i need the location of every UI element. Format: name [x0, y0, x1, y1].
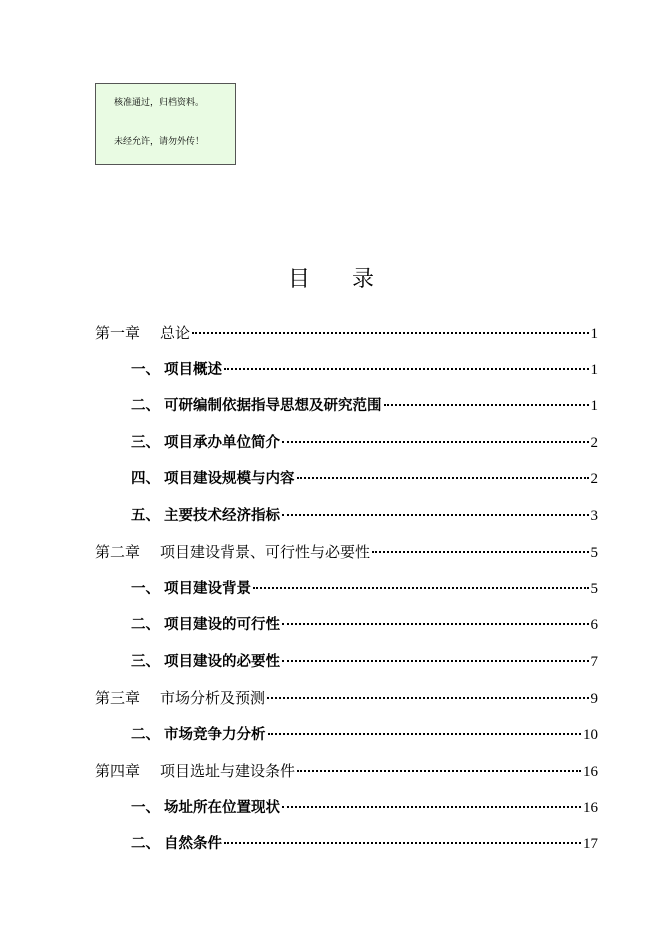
toc-entry-number: 二、 [131, 398, 160, 414]
toc-entry-page: 1 [590, 361, 598, 378]
toc-entry-title: 项目概述 [164, 361, 222, 378]
toc-entry-number: 三、 [131, 434, 160, 451]
toc-entry-page: 5 [590, 545, 598, 561]
toc-entry-number: 一、 [131, 580, 160, 597]
toc-entry-title: 项目建设的可行性 [164, 617, 280, 633]
toc-entry-page: 2 [590, 434, 598, 451]
dot-leader [282, 660, 589, 662]
dot-leader [192, 332, 588, 334]
toc-entry-title: 市场竞争力分析 [164, 726, 266, 743]
dot-leader [268, 733, 582, 735]
toc-entry-number: 第二章 [95, 543, 141, 561]
toc-entry-chapter-3[interactable] [95, 683, 598, 720]
toc-entry-page: 10 [583, 726, 598, 743]
toc-entry-chapter-1[interactable] [95, 318, 598, 355]
dot-leader [384, 404, 589, 406]
toc-entry-page: 7 [590, 653, 598, 670]
dot-leader [224, 368, 589, 370]
toc-entry-title: 场址所在位置现状 [164, 799, 280, 816]
toc-entry-number: 三、 [131, 653, 160, 670]
toc-entry-title: 可研编制依据指导思想及研究范围 [164, 398, 382, 414]
toc-entry-number: 四、 [131, 471, 160, 487]
toc-entry-number: 五、 [131, 507, 160, 524]
toc-entry-page: 6 [590, 617, 598, 633]
dot-leader [282, 441, 589, 443]
dot-leader [267, 697, 588, 699]
toc-entry-chapter-2[interactable] [95, 537, 598, 574]
dot-leader [297, 770, 581, 772]
toc-entry-number: 一、 [131, 361, 160, 378]
toc-entry-title: 项目承办单位简介 [164, 434, 280, 451]
toc-entry-section[interactable] [95, 428, 598, 465]
toc-entry-page: 17 [583, 836, 598, 852]
toc-entry-number: 二、 [131, 726, 160, 743]
toc-entry-number: 第一章 [95, 324, 141, 342]
toc-entry-section[interactable] [95, 391, 598, 428]
toc-heading-right: 录 [352, 267, 375, 292]
dot-leader [224, 842, 581, 844]
toc-entry-title: 自然条件 [164, 836, 222, 852]
toc-entry-title: 项目建设的必要性 [164, 653, 280, 670]
dot-leader [282, 623, 589, 625]
notice-line-2: 未经允许，请勿外传！ [114, 137, 205, 147]
dot-leader [372, 551, 588, 553]
toc-entry-page: 16 [583, 764, 598, 780]
toc-heading-left: 目 [287, 267, 310, 292]
toc-entry-title: 项目建设背景、可行性与必要性 [160, 543, 371, 561]
dot-leader [282, 514, 589, 516]
toc-entry-page: 1 [590, 326, 598, 342]
toc-entry-title: 总论 [160, 324, 191, 342]
toc-entry-number: 二、 [131, 836, 160, 852]
toc-entry-page: 2 [590, 471, 598, 487]
toc-entry-chapter-4[interactable] [95, 756, 598, 793]
toc-entry-section[interactable] [95, 793, 598, 830]
toc-entry-page: 9 [590, 691, 598, 707]
toc-entry-section[interactable] [95, 501, 598, 538]
dot-leader [253, 587, 589, 589]
toc-entry-section[interactable] [95, 464, 598, 501]
toc-entry-page: 16 [583, 799, 598, 816]
toc-entry-page: 3 [590, 507, 598, 524]
table-of-contents [95, 318, 598, 866]
toc-entry-title: 市场分析及预测 [160, 689, 266, 707]
toc-entry-title: 项目建设背景 [164, 580, 251, 597]
toc-entry-number: 第三章 [95, 689, 141, 707]
toc-entry-section[interactable] [95, 610, 598, 647]
toc-entry-title: 主要技术经济指标 [164, 507, 280, 524]
dot-leader [282, 806, 581, 808]
toc-entry-number: 一、 [131, 799, 160, 816]
toc-entry-section[interactable] [95, 829, 598, 866]
toc-entry-section[interactable] [95, 355, 598, 392]
toc-entry-section[interactable] [95, 574, 598, 611]
toc-entry-section[interactable] [95, 720, 598, 757]
toc-entry-number: 二、 [131, 617, 160, 633]
toc-entry-number: 第四章 [95, 762, 141, 780]
toc-entry-page: 1 [590, 398, 598, 414]
approval-notice-box [95, 83, 236, 165]
toc-heading [0, 262, 662, 293]
dot-leader [297, 477, 589, 479]
toc-entry-title: 项目建设规模与内容 [164, 471, 295, 487]
toc-entry-page: 5 [590, 580, 598, 597]
toc-entry-section[interactable] [95, 647, 598, 684]
notice-line-1: 核准通过，归档资料。 [114, 98, 205, 108]
toc-entry-title: 项目选址与建设条件 [160, 762, 296, 780]
